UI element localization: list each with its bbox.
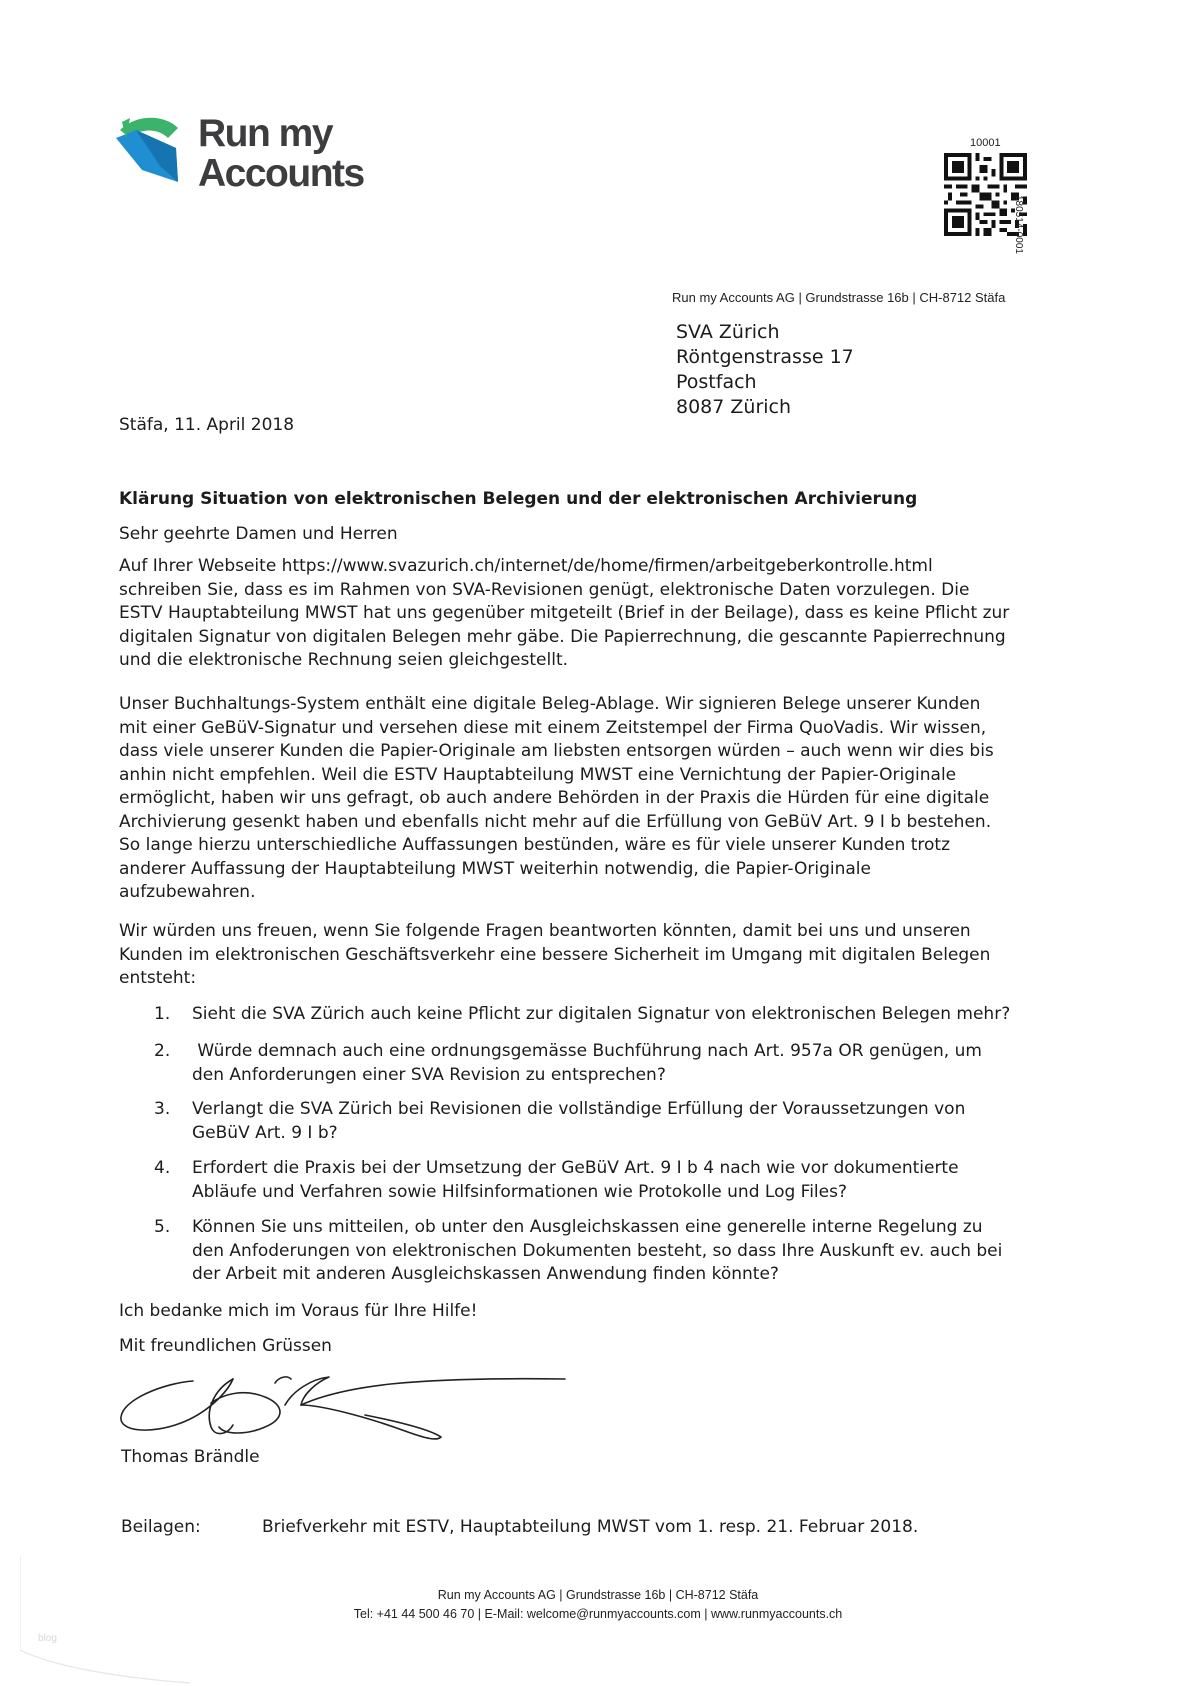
- attachments-label: Beilagen:: [121, 1517, 201, 1537]
- paragraph-line: und die elektronische Rechnung seien gleichgestellt.: [119, 650, 569, 670]
- greeting: Sehr geehrte Damen und Herren: [119, 524, 398, 544]
- question-line: den Anfoderungen von elektronischen Dokumenten besteht, so dass Ihre Auskunft ev. auch bei: [192, 1240, 1003, 1261]
- paragraph-line: ESTV Hauptabteilung MWST hat uns gegenüber mitgeteilt (Brief in der Beilage), dass es keine Pflicht zur: [119, 603, 1010, 623]
- recipient-line: SVA Zürich: [676, 321, 780, 343]
- question-number: 3.: [154, 1099, 171, 1119]
- attachments-text: Briefverkehr mit ESTV, Hauptabteilung MWST vom 1. resp. 21. Februar 2018.: [262, 1517, 919, 1537]
- paragraph-line: Kunden im elektronischen Geschäftsverkehr eine bessere Sicherheit im Umgang mit digitalen Belegen: [119, 944, 991, 965]
- paragraph-line: Auf Ihrer Webseite https://www.svazurich.ch/internet/de/home/firmen/arbeitgeberkontrolle.html: [119, 556, 933, 576]
- question-line: GeBüV Art. 9 I b?: [192, 1122, 338, 1143]
- thanks-line: Ich bedanke mich im Voraus für Ihre Hilfe!: [119, 1301, 478, 1321]
- question-number: 5.: [154, 1217, 171, 1237]
- paragraph-line: dass viele unserer Kunden die Papier-Originale am liebsten entsorgen würden – auch wenn wir dies bis: [119, 741, 994, 761]
- footer-line: Tel: +41 44 500 46 70 | E-Mail: welcome@runmyaccounts.com | www.runmyaccounts.ch: [353, 1607, 843, 1621]
- question-line: Würde demnach auch eine ordnungsgemässe Buchführung nach Art. 957a OR genügen, um: [192, 1041, 982, 1061]
- sender-address-line: Run my Accounts AG | Grundstrasse 16b | CH-8712 Stäfa: [672, 290, 1006, 305]
- paragraph-line: Wir würden uns freuen, wenn Sie folgende Fragen beantworten könnten, damit bei uns und unseren: [119, 921, 971, 941]
- paragraph-1: [119, 555, 1079, 673]
- paragraph-line: anderer Auffassung der Hauptabteilung MWST weiterhin notwendig, die Papier-Originale: [119, 858, 871, 879]
- question-line: Erfordert die Praxis bei der Umsetzung der GeBüV Art. 9 I b 4 nach wie vor dokumentierte: [192, 1158, 959, 1178]
- paragraph-3: [119, 920, 1079, 991]
- page-edge-line: [20, 1555, 190, 1685]
- question-line: Verlangt die SVA Zürich bei Revisionen die vollständige Erfüllung der Voraussetzungen von: [192, 1099, 966, 1119]
- letter-date: Stäfa, 11. April 2018: [119, 415, 295, 435]
- question-line: Sieht die SVA Zürich auch keine Pflicht zur digitalen Signatur von elektronischen Belegen mehr?: [192, 1004, 1011, 1024]
- question-line: der Arbeit mit anderen Ausgleichskassen Anwendung finden könnte?: [192, 1264, 779, 1284]
- recipient-line: Röntgenstrasse 17: [676, 346, 854, 368]
- paragraph-line: Unser Buchhaltungs-System enthält eine digitale Beleg-Ablage. Wir signieren Belege unserer Kunden: [119, 694, 981, 714]
- paragraph-line: entsteht:: [119, 968, 197, 988]
- question-number: 2.: [154, 1041, 171, 1061]
- paragraph-line: schreiben Sie, dass es im Rahmen von SVA-Revisionen genügt, elektronische Daten vorzulegen. Die: [119, 579, 970, 600]
- logo-text: [198, 114, 364, 194]
- recipient-line: 8087 Zürich: [676, 396, 792, 418]
- paragraph-line: ermöglicht, haben wir uns gefragt, ob auch andere Behörden in der Praxis die Hürden für eine digitale: [119, 788, 990, 808]
- recipient-address: [676, 320, 854, 420]
- paragraph-line: So lange hierzu unterschiedliche Auffassungen bestünden, wäre es für viele unserer Kunden trotz: [119, 835, 951, 855]
- logo-text-line-2: Accounts: [198, 152, 364, 195]
- closing-line: Mit freundlichen Grüssen: [119, 1336, 332, 1356]
- paragraph-line: digitalen Signatur von digitalen Belegen mehr gäbe. Die Papierrechnung, die gescannte Papierrechnung: [119, 626, 1006, 647]
- question-number: 4.: [154, 1158, 171, 1178]
- paragraph-line: Archivierung gesenkt haben und ebenfalls nicht mehr auf die Erfüllung von GeBüV Art. 9 I b bestehen.: [119, 811, 992, 832]
- footer-line: Run my Accounts AG | Grundstrasse 16b | CH-8712 Stäfa: [437, 1588, 759, 1602]
- signer-name: Thomas Brändle: [121, 1447, 260, 1467]
- recipient-line: Postfach: [676, 371, 757, 393]
- qr-number: 10001: [970, 137, 1001, 149]
- question-line: den Anforderungen einer SVA Revision zu entsprechen?: [192, 1064, 666, 1085]
- paragraph-line: anhin nicht empfehlen. Weil die ESTV Hauptabteilung MWST eine Vernichtung der Papier-Originale: [119, 764, 957, 785]
- paragraph-2: [119, 693, 1079, 905]
- logo-text-line-1: Run my: [198, 112, 333, 155]
- question-line: Können Sie uns mitteilen, ob unter den Ausgleichskassen eine generelle interne Regelung zu: [192, 1217, 983, 1237]
- letter-subject: Klärung Situation von elektronischen Belegen und der elektronischen Archivierung: [119, 489, 918, 509]
- watermark-text: blog: [38, 1633, 57, 1644]
- qr-vertical-code: 180514-0001: [1013, 195, 1024, 254]
- question-line: Abläufe und Verfahren sowie Hilfsinformationen wie Protokolle und Log Files?: [192, 1181, 847, 1202]
- question-number: 1.: [154, 1004, 171, 1024]
- handwritten-signature-icon: [115, 1365, 575, 1455]
- paragraph-line: mit einer GeBüV-Signatur und versehen diese mit einem Zeitstempel der Firma QuoVadis. Wir wissen,: [119, 717, 987, 738]
- paragraph-line: aufzubewahren.: [119, 882, 256, 902]
